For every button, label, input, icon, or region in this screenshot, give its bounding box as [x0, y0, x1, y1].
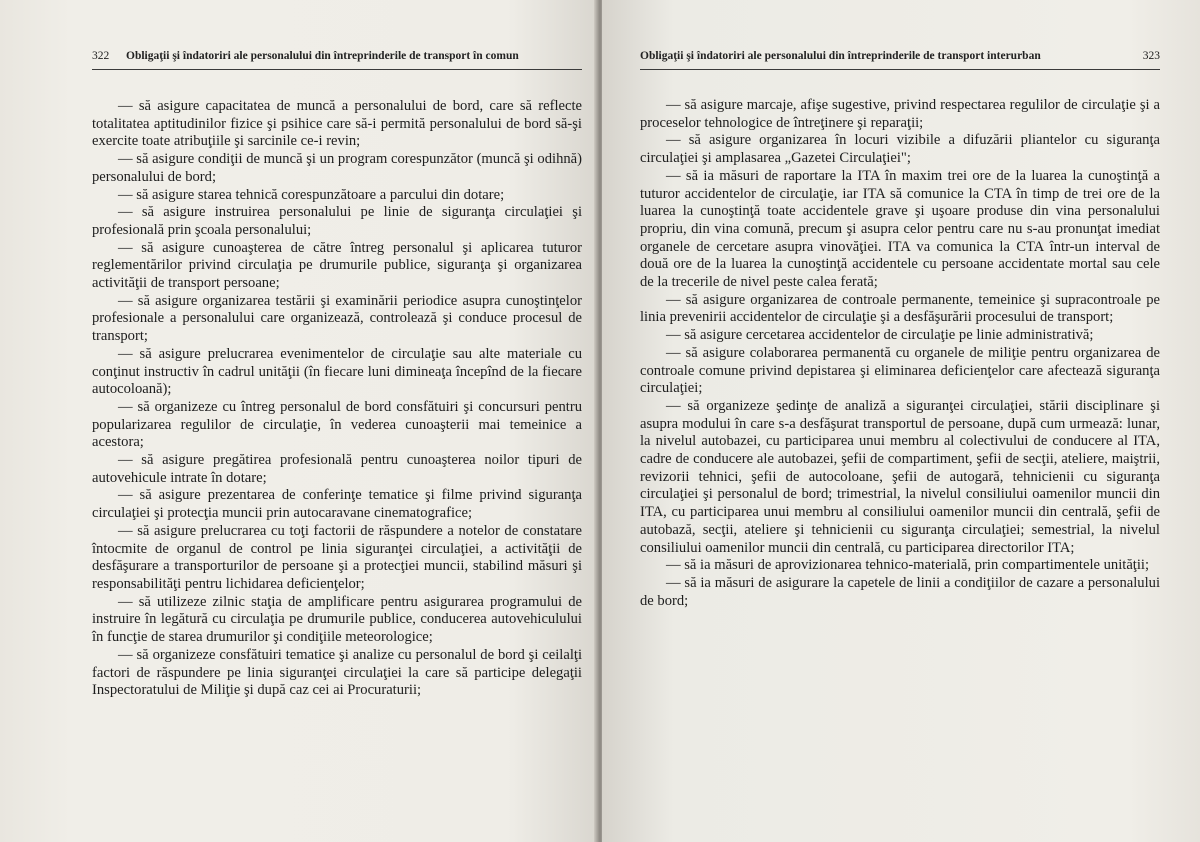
paragraph: — să asigure marcaje, afişe sugestive, privind respectarea regulilor de circulaţie şi a proceselor tehnologice de întreţinere şi reparaţii;: [640, 97, 1160, 131]
paragraph: — să asigure cunoaşterea de către întreg personalul şi aplicarea tuturor reglementărilor privind circulaţia pe drumurile publice, siguranţa şi organizarea activităţii de transport persoane;: [92, 239, 582, 292]
paragraph: — să asigure organizarea în locuri vizibile a difuzării pliantelor cu siguranţa circulaţiei şi amplasarea „Gazetei Circulaţiei";: [640, 132, 1160, 167]
paragraph: — să utilizeze zilnic staţia de amplificare pentru asigurarea programului de instruire în legătură cu circulaţia pe drumurile publice, conducerea autovehiculului în funcţie de starea drumurilor şi condiţiile meteorologice;: [92, 593, 582, 646]
right-running-header: Obligaţii şi îndatoriri ale personalului din întreprinderile de transport interurban: [640, 50, 1041, 62]
paragraph: — să asigure condiţii de muncă şi un program corespunzător (muncă şi odihnă) personalului de bord;: [92, 151, 582, 185]
right-page: [602, 0, 1200, 842]
paragraph: — să ia măsuri de aprovizionarea tehnico-materială, prin compartimentele unităţii;: [666, 557, 1150, 574]
right-page-header: [640, 50, 1160, 68]
left-running-header: Obligaţii şi îndatoriri ale personalului din întreprinderile de transport în comun: [126, 50, 519, 62]
right-header-rule: [640, 69, 1160, 70]
paragraph: — să asigure prezentarea de conferinţe tematice şi filme privind siguranţa circulaţiei şi protecţia muncii prin autocaravane cinematografice;: [92, 487, 582, 522]
left-page: [0, 0, 598, 842]
paragraph: — să asigure prelucrarea evenimentelor de circulaţie sau alte materiale cu conţinut instructiv în cadrul unităţii (în fiecare luni dimineaţa începînd de la fiecare autocoloană);: [92, 345, 582, 398]
paragraph: — să asigure instruirea personalului pe linie de siguranţa circulaţiei şi profesională prin şcoala personalului;: [92, 204, 582, 238]
paragraph: — să asigure pregătirea profesională pentru cunoaşterea noilor tipuri de autovehicule intrate în dotare;: [92, 452, 582, 486]
paragraph: — să asigure prelucrarea cu toţi factorii de răspundere a notelor de constatare întocmite de organul de control pe linia siguranţei circulaţiei, a activităţii de desfăşurare a transporturilor de persoane şi a protecţiei muncii, stabilind măsuri şi responsabilităţi pentru lichidarea deficienţelor;: [92, 522, 582, 592]
paragraph: — să asigure starea tehnică corespunzătoare a parcului din dotare;: [118, 186, 505, 203]
paragraph: — să asigure capacitatea de muncă a personalului de bord, care să reflecte totalitatea aptitudinilor fizice şi psihice care să-i permită personalului de bord să-şi exercite toate atribuţiile şi sarcinile ce-i revin;: [92, 98, 582, 150]
paragraph: — să organizeze şedinţe de analiză a siguranţei circulaţiei, stării disciplinare şi asupra modului în care s-a desfăşurat transportul de persoane, după cum urmează: lunar, la nivelul autobazei, cu participarea unui membru al colectivului de conducere al ITA, cadre de conducere ale autobazei, şefii de compartiment, şefii de secţii, ateliere, maiştrii, revizorii tehnici, şefii de autocoloane, şefii de autogară, tehnicienii cu siguranţa circulaţiei şi personalul de bord; trimestrial, la nivelul consiliului oamenilor muncii din ITA, cu participarea unui membru al consiliului oamenilor muncii din centrală, şefii de autobază, secţii, ateliere şi tehnicienii cu siguranţa circulaţiei; semestrial, la nivelul consiliului oamenilor muncii din centrală, cu participarea directorilor ITA;: [640, 397, 1160, 556]
right-page-number: 323: [1142, 50, 1160, 62]
paragraph: — să ia măsuri de asigurare la capetele de linii a condiţiilor de cazare a personalului de bord;: [640, 574, 1160, 609]
right-page-body: [640, 97, 1160, 610]
paragraph: — să asigure cercetarea accidentelor de circulaţie pe linie administrativă;: [666, 327, 1094, 344]
left-page-number: 322: [92, 50, 110, 62]
left-page-body: [92, 98, 582, 700]
left-header-rule: [92, 69, 582, 70]
paragraph: — să organizeze consfătuiri tematice şi analize cu personalul de bord şi ceilalţi factori de răspundere pe linia siguranţei circulaţiei la care să participe delegaţii Inspectoratului de Miliţie şi după caz cei ai Procuraturii;: [92, 646, 582, 699]
paragraph: — să asigure organizarea de controale permanente, temeinice şi supracontroale pe linia prevenirii accidentelor de circulaţie şi a desfăşurării procesului de transport;: [640, 291, 1160, 326]
paragraph: — să organizeze cu întreg personalul de bord consfătuiri şi concursuri pentru popularizarea regulilor de circulaţie, în vederea cunoaşterii mai temeinice a acestora;: [92, 398, 582, 451]
paragraph: — să asigure colaborarea permanentă cu organele de miliţie pentru organizarea de controale comune privind depistarea şi eliminarea deficienţelor care afectează siguranţa circulaţiei;: [640, 344, 1160, 397]
left-page-header: [92, 50, 582, 68]
paragraph: — să ia măsuri de raportare la ITA în maxim trei ore de la luarea la cunoştinţă a tuturor accidentelor de circulaţie, iar ITA să comunice la CTA în timp de trei ore de la luarea la cunoştinţă toate accidentele grave şi uşoare produse din vina personalului propriu, din vina comună, precum şi asupra celor pentru care nu s-au pronunţat imediat organele de cercetare asupra vinovăţiei. ITA va comunica la CTA într-un interval de două ore de la luarea la cunoştinţă accidentele cu persoane accidentate mortal sau cele de la trecerile de nivel peste calea ferată;: [640, 167, 1160, 291]
paragraph: — să asigure organizarea testării şi examinării periodice asupra cunoştinţelor profesionale a personalului care organizează, controlează şi conduce procesul de transport;: [92, 292, 582, 345]
